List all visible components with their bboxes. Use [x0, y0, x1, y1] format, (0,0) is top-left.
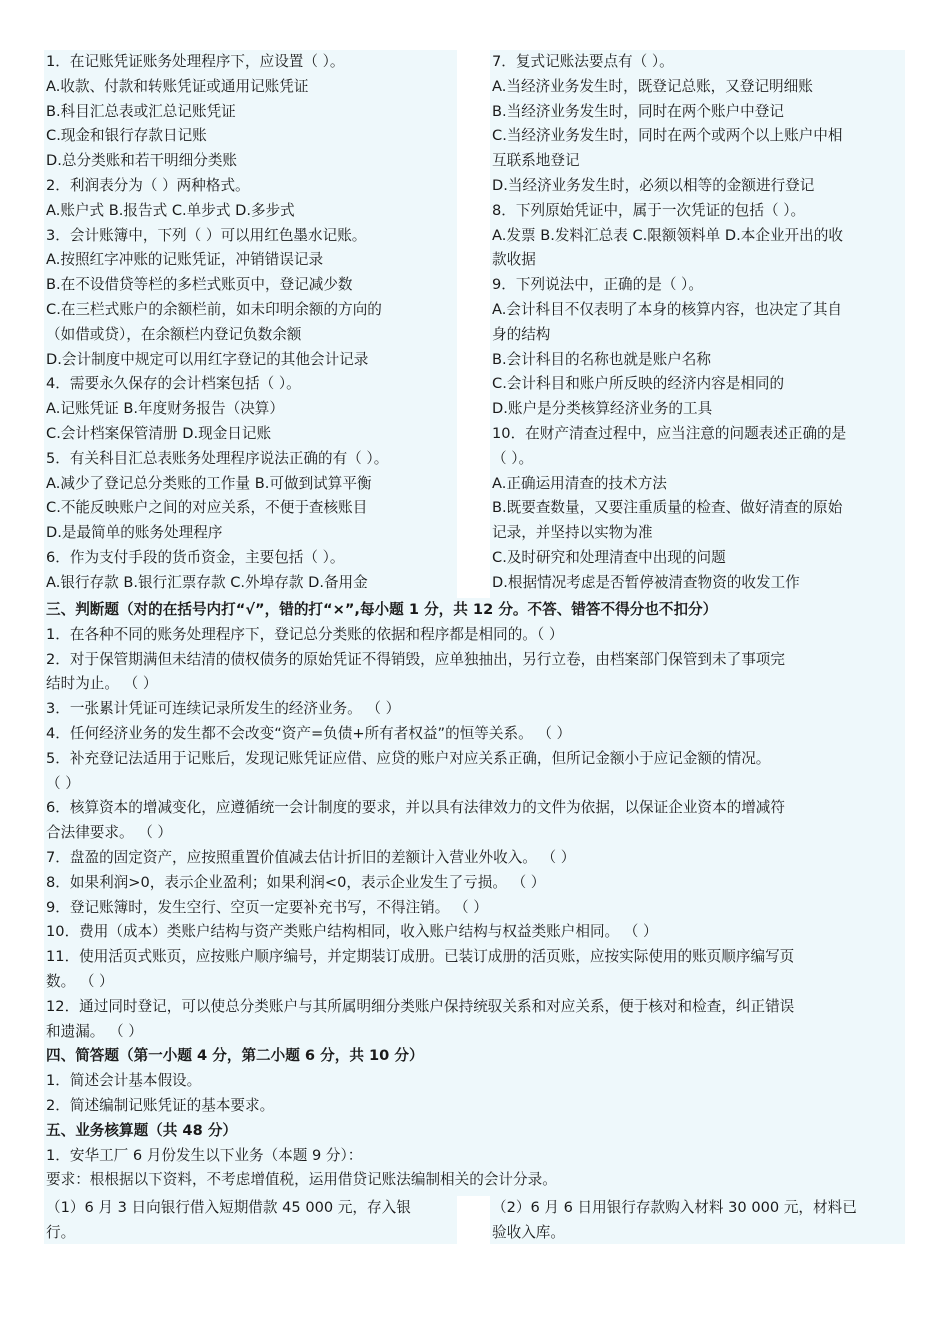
section-heading: 四、简答题（第一小题 4 分，第二小题 6 分，共 10 分） [46, 1047, 424, 1065]
question-line: D.根据情况考虑是否暂停被清查物资的收发工作 [492, 573, 800, 591]
question-line: C.不能反映账户之间的对应关系，不便于查核账目 [46, 499, 368, 517]
statement-line: 5．补充登记法适用于记账后，发现记账凭证应借、应贷的账户对应关系正确，但所记金额小于应记金额的情况。 [46, 749, 771, 767]
question-line: A.记账凭证 B.年度财务报告（决算） [46, 400, 284, 418]
question-line: 款收据 [492, 251, 536, 269]
question-line: A.按照红字冲账的记账凭证，冲销错误记录 [46, 251, 324, 269]
question-line: C.会计档案保管清册 D.现金日记账 [46, 425, 272, 442]
question-line: C.当经济业务发生时，同时在两个或两个以上账户中相 [492, 127, 843, 145]
question-line: 4．需要永久保存的会计档案包括（ ）。 [46, 375, 301, 393]
transaction-line: 行。 [46, 1223, 76, 1241]
statement-line: 11．使用活页式账页，应按账户顺序编号，并定期装订成册。已装订成册的活页账，应按实际使用的账页顺序编写页 [46, 948, 795, 966]
question-line: 10．在财产清查过程中，应当注意的问题表述正确的是 [492, 425, 847, 442]
statement-line: 6．核算资本的增减变化，应遵循统一会计制度的要求，并以具有法律效力的文件为依据，以保证企业资本的增减符 [46, 799, 785, 817]
question-line: 7．复式记账法要点有（ ）。 [492, 53, 674, 70]
question-line: 身的结构 [492, 325, 551, 343]
question-line: A.账户式 B.报告式 C.单步式 D.多步式 [46, 201, 295, 219]
statement-line: 12．通过同时登记，可以使总分类账户与其所属明细分类账户保持统驭关系和对应关系，便于核对和检查，纠正错误 [46, 997, 795, 1015]
transaction-line: （1）6 月 3 日向银行借入短期借款 45 000 元，存入银 [46, 1199, 411, 1216]
question-line: 9．下列说法中，正确的是（ ）。 [492, 276, 703, 294]
question-line: 要求：根根据以下资料，不考虑增值税，运用借贷记账法编制相关的会计分录。 [46, 1171, 557, 1189]
question-line: 1．简述会计基本假设。 [46, 1072, 202, 1090]
question-line: 6．作为支付手段的货币资金，主要包括（ ）。 [46, 549, 345, 566]
question-line: D.账户是分类核算经济业务的工具 [492, 400, 713, 418]
transaction-line: 验收入库。 [492, 1223, 565, 1241]
statement-line: 1．在各种不同的账务处理程序下，登记总分类账的依据和程序都是相同的。（ ） [46, 625, 564, 643]
question-line: 8．下列原始凭证中，属于一次凭证的包括（ ）。 [492, 201, 806, 219]
question-line: 2．简述编制记账凭证的基本要求。 [46, 1097, 275, 1114]
statement-line: 和遗漏。 （ ） [46, 1022, 143, 1040]
section-heading: 五、业务核算题（共 48 分） [46, 1121, 238, 1139]
statement-line: 7．盘盈的固定资产，应按照重置价值减去估计折旧的差额计入营业外收入。 （ ） [46, 849, 576, 866]
question-line: （如借或贷），在余额栏内登记负数余额 [46, 325, 302, 343]
question-line: B.在不设借贷等栏的多栏式账页中，登记减少数 [46, 276, 353, 294]
question-line: 5．有关科目汇总表账务处理程序说法正确的有（ ）。 [46, 449, 389, 467]
question-line: C.在三栏式账户的余额栏前，如未印明余额的方向的 [46, 301, 382, 318]
statement-line: 结时为止。 （ ） [46, 675, 158, 693]
question-line: A.收款、付款和转账凭证或通用记账凭证 [46, 77, 309, 95]
question-line: B.科目汇总表或汇总记账凭证 [46, 102, 236, 120]
statement-line: 3．一张累计凭证可连续记录所发生的经济业务。 （ ） [46, 700, 401, 718]
question-line: A.减少了登记总分类账的工作量 B.可做到试算平衡 [46, 474, 372, 492]
statement-line: 10．费用（成本）类账户结构与资产类账户结构相同，收入账户结构与权益类账户相同。 （ ） [46, 923, 658, 941]
statement-line: 2．对于保管期满但未结清的债权债务的原始凭证不得销毁，应单独抽出，另行立卷，由档案部门保管到未了事项完 [46, 650, 785, 668]
question-line: A.会计科目不仅表明了本身的核算内容，也决定了其自 [492, 301, 843, 318]
question-line: 3．会计账簿中，下列（ ）可以用红色墨水记账。 [46, 226, 367, 244]
question-line: C.会计科目和账户所反映的经济内容是相同的 [492, 375, 785, 393]
question-line: D.是最简单的账务处理程序 [46, 524, 223, 542]
statement-line: 合法律要求。 （ ） [46, 824, 173, 842]
question-line: （ ）。 [492, 449, 534, 467]
statement-line: 4．任何经济业务的发生都不会改变“资产=负债+所有者权益”的恒等关系。 （ ） [46, 725, 572, 742]
question-line: A.当经济业务发生时，既登记总账，又登记明细账 [492, 77, 813, 95]
question-line: A.正确运用清查的技术方法 [492, 474, 667, 492]
question-line: B.会计科目的名称也就是账户名称 [492, 350, 711, 368]
question-line: 1．在记账凭证账务处理程序下，应设置（ ）。 [46, 53, 345, 70]
question-line: B.既要查数量，又要注重质量的检查、做好清查的原始 [492, 499, 843, 517]
question-line: 2．利润表分为（ ）两种格式。 [46, 177, 250, 194]
question-line: A.银行存款 B.银行汇票存款 C.外埠存款 D.备用金 [46, 573, 368, 591]
section-heading: 三、判断题（对的在括号内打“√”，错的打“×”,每小题 1 分，共 12 分。不答、错答不得分也不扣分） [46, 601, 718, 618]
transaction-line: （2）6 月 6 日用银行存款购入材料 30 000 元，材料已 [492, 1199, 857, 1216]
question-line: D.会计制度中规定可以用红字登记的其他会计记录 [46, 350, 369, 368]
statement-line: 数。 （ ） [46, 973, 114, 990]
statement-line: （ ） [46, 774, 80, 792]
question-line: 1．安华工厂 6 月份发生以下业务（本题 9 分）： [46, 1146, 363, 1164]
question-line: A.发票 B.发料汇总表 C.限额领料单 D.本企业开出的收 [492, 226, 843, 244]
question-line: 记录，并坚持以实物为准 [492, 524, 653, 542]
question-line: C.及时研究和处理清查中出现的问题 [492, 549, 726, 566]
question-line: D.当经济业务发生时，必须以相等的金额进行登记 [492, 177, 815, 194]
question-line: B.当经济业务发生时，同时在两个账户中登记 [492, 102, 784, 120]
statement-line: 9．登记账簿时，发生空行、空页一定要补充书写，不得注销。 （ ） [46, 898, 488, 916]
question-line: C.现金和银行存款日记账 [46, 127, 207, 145]
question-line: D.总分类账和若干明细分类账 [46, 152, 238, 170]
question-line: 互联系地登记 [492, 152, 580, 170]
statement-line: 8．如果利润>0，表示企业盈利；如果利润<0，表示企业发生了亏损。 （ ） [46, 873, 546, 891]
